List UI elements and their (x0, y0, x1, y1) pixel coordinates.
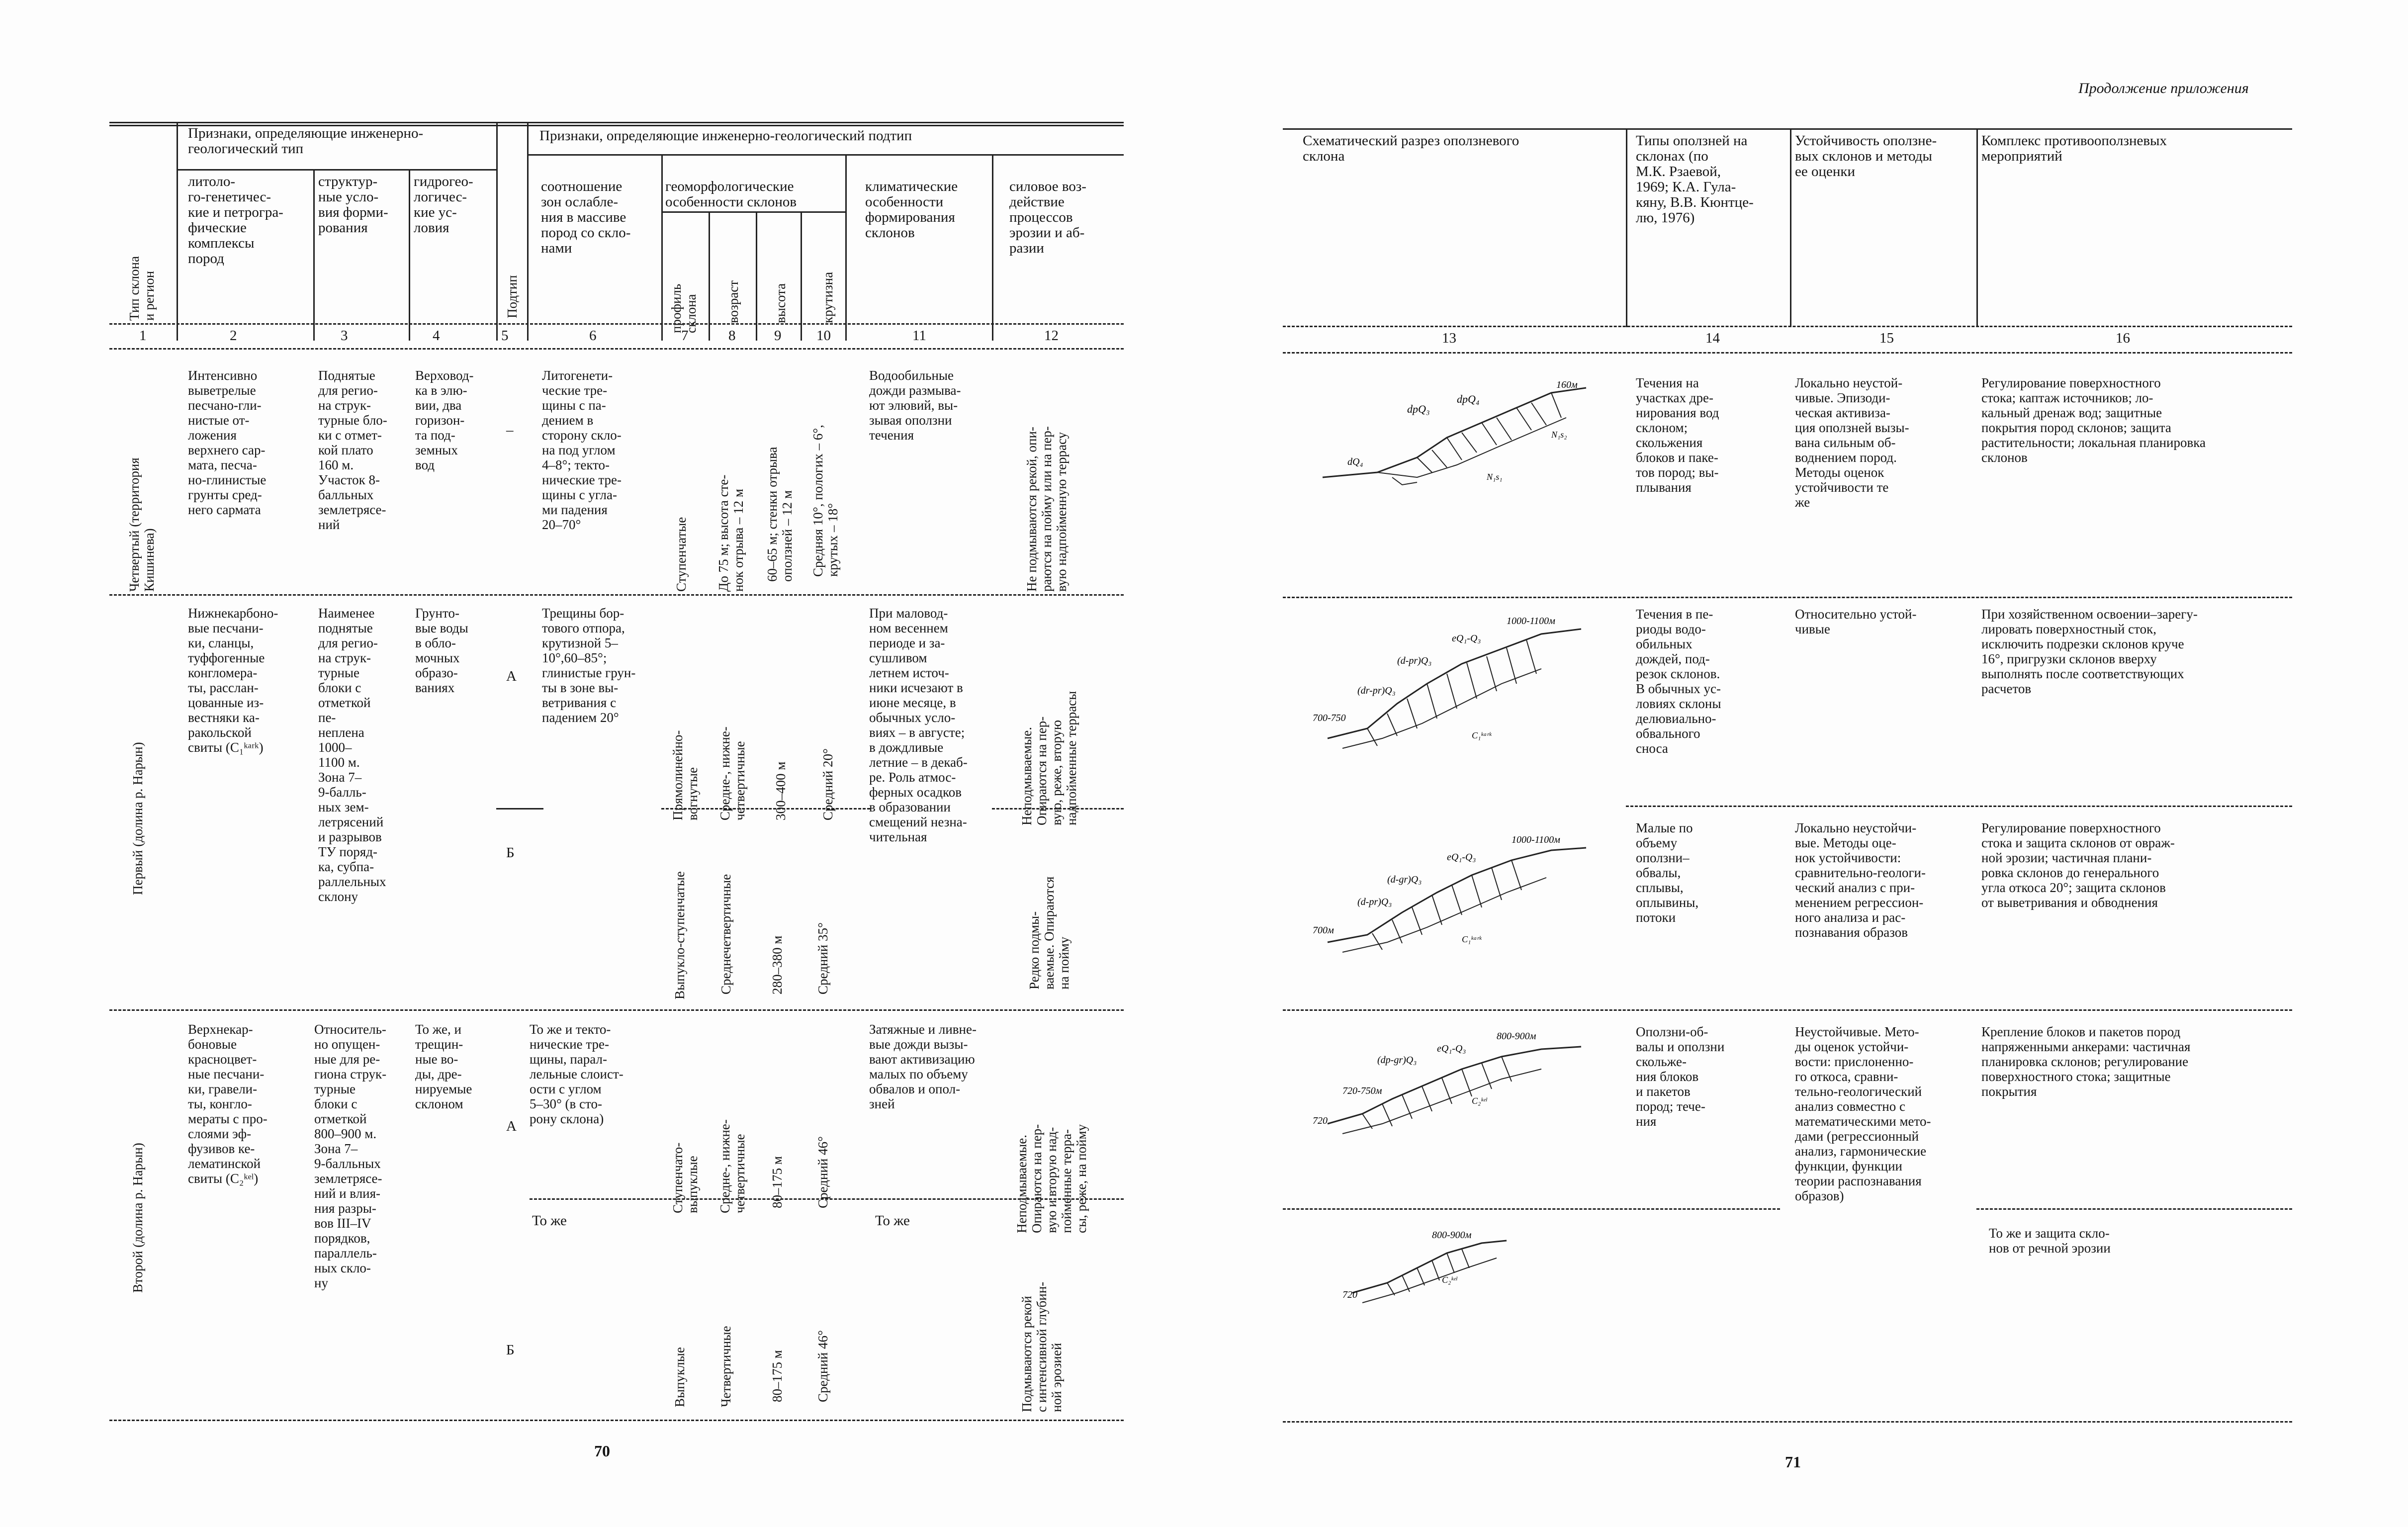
cell-weak-zones: То же (532, 1213, 567, 1229)
cell-height: 300–400 м (773, 761, 788, 820)
cell-height: 80–175 м (770, 1156, 785, 1208)
cell-climate: При маловод- ном весеннем периоде и за- сушливом летнем источ- ники исчезают в июне месяце, в обычных усло- виях – в августе; в дождливые летние – в декаб- ре. Роль атмос- ферных осадков в образовании смещений незна- чительная (869, 606, 968, 844)
header-col12: силовое воз- действие процессов эрозии и аб- разии (1009, 179, 1086, 256)
cell-height: 80–175 м (770, 1350, 785, 1402)
cell-height: 60–65 м; стенки отрыва оползней – 12 м (765, 447, 795, 582)
sketch-label: dpQ₃ (1407, 403, 1430, 415)
sketch-label: N₁s₁ (1487, 472, 1503, 482)
col-number: 12 (1044, 328, 1059, 344)
sketch-label: eQ₁-Q₃ (1447, 852, 1476, 863)
header-rule (109, 323, 1124, 325)
sketch-label: 800-900м (1432, 1230, 1472, 1241)
sketch-label: 700м (1313, 925, 1334, 936)
sketch-label: (d-pr)Q₃ (1397, 655, 1432, 666)
header-divider (409, 171, 410, 341)
col-number: 13 (1442, 330, 1456, 346)
row-separator (1283, 1009, 2292, 1011)
cell-age: Среднечетвертичные (718, 874, 733, 994)
page-number: 70 (594, 1442, 610, 1460)
sketch-label: 1000-1100м (1512, 834, 1560, 845)
cell-measures: Крепление блоков и пакетов пород напряженными анкерами: частичная планировка склонов; регулирование поверхностного стока; защитные покрытия (1981, 1024, 2191, 1099)
col-number: 2 (230, 328, 237, 344)
cell-measures: При хозяйственном освоении–зарегу- лировать поверхностный сток, исключить подрезки склонов круче 16°, пригрузки склонов вверху выполнять после соответствующих расчетов (1981, 607, 2198, 696)
cell-stability: Локально неустой- чивые. Эпизоди- ческая активиза- ция оползней вызы- вана сильным об- воднением пород. Методы оценок устойчивости те же (1795, 375, 1909, 510)
cell-climate: Водообильные дожди размыва- ют элювий, вы- зывая оползни течения (869, 368, 961, 443)
cell-structure: Относитель- но опущен- ные для ре- гиона струк- турные блоки с отметкой 800–900 м. Зона 7– 9-балльных землетрясе- ний и влия- ния разры- вов III–IV порядков, параллель- ных скло- ну (314, 1022, 387, 1290)
header-divider (527, 123, 529, 341)
geo-underline (661, 211, 845, 213)
header-geo: геоморфологические особенности склонов (665, 179, 797, 210)
col-number: 3 (341, 328, 348, 344)
col-number: 16 (2116, 330, 2130, 346)
cell-hydro: Грунто- вые воды в обло- мочных образо- ваниях (415, 606, 468, 695)
sketch-label: C₁ᵏᵃʳᵏ (1462, 934, 1482, 944)
cell-landslide-types: Течения на участках дре- нирования вод склоном; скольжения блоков и паке- тов пород; вы- плывания (1636, 375, 1719, 495)
cell-hydro: Верховод- ка в элю- вии, два горизон- та под- земных вод (415, 368, 474, 472)
header-divider (709, 213, 710, 341)
header-col3: структур- ные усло- вия форми- рования (318, 174, 388, 236)
header-col8: возраст (726, 280, 741, 323)
sketch-label: 700-750 (1313, 713, 1346, 723)
subtype-divider (661, 808, 870, 809)
cell-steepness: Средний 20° (820, 748, 835, 820)
sketch-label: C₂ᵏᵉˡ (1442, 1275, 1457, 1285)
col-number: 11 (912, 328, 926, 344)
subtype-divider (992, 808, 1124, 809)
sketch-label: 720 (1342, 1289, 1357, 1300)
header-divider (1626, 128, 1627, 327)
header-col14: Типы оползней на склонах (по М.К. Рзаевой, 1969; К.А. Гула- кяну, В.В. Кюнтце- лю, 1976) (1636, 133, 1754, 226)
sketch-label: 160м (1556, 379, 1578, 390)
header-col16: Комплекс противооползневых мероприятий (1981, 133, 2167, 164)
cell-steepness: Средний 46° (815, 1136, 830, 1208)
sketch-label: 1000-1100м (1507, 616, 1555, 627)
sketch-label: 720-750м (1342, 1085, 1382, 1096)
subtype-a: А (506, 668, 517, 684)
header-col10: крутизна (820, 271, 835, 323)
table-bottom-rule (109, 1420, 1124, 1421)
cell-structure: Поднятые для регио- на струк- турные бло- ки с отмет- кой плато 160 м. Участок 8- балльных землетрясе- ний (318, 368, 387, 532)
cell-erosion: Не подмываются рекой, опи- раются на пойму или на пер- вую надпойменную террасу (1024, 426, 1069, 592)
row-separator (1976, 1208, 2292, 1210)
cell-profile: Ступенчато- выпуклые (670, 1142, 700, 1213)
cell-hydro: То же, и трещин- ные во- ды, дре- нируемые склоном (415, 1022, 472, 1111)
sketch-label: eQ₁-Q₃ (1437, 1043, 1466, 1054)
cell-age: Средне-, нижне- четвертичные (717, 726, 747, 820)
cell-weak-zones: Трещины бор- тового отпора, крутизной 5– 10°,60–85°; глинистые грун- ты в зоне вы- ветривания с падением 20° (542, 606, 636, 725)
header-col13: Схематический разрез оползневого склона (1303, 133, 1519, 164)
page-number: 71 (1785, 1453, 1801, 1471)
header-col4: гидрогео- логичес- кие ус- ловия (414, 174, 473, 236)
col-number: 7 (681, 328, 689, 344)
cell-profile: Ступенчатые (674, 517, 689, 592)
header-divider (992, 156, 993, 341)
sketch-label: C₁ᵏᵃʳᵏ (1472, 730, 1492, 740)
row-separator (1626, 806, 2292, 807)
row-separator (109, 1009, 1124, 1011)
cell-structure: Наименее поднятые для регио- на струк- турные блоки с отметкой пе- неплена 1000– 1100 м. Зона 7– 9-балль- ных зем- летрясений и разрывов ТУ поряд- ка, субпа- раллельных склону (318, 606, 386, 904)
header-divider (801, 213, 802, 341)
header-col9: высота (773, 283, 788, 323)
header-divider (313, 171, 315, 341)
sketch-label: C₂ᵏᵉˡ (1472, 1096, 1487, 1106)
header-divider (756, 213, 757, 341)
header-divider (177, 123, 178, 341)
cell-measures: Регулирование поверхностного стока и защита склонов от овраж- ной эрозии; частичная плани- ровка склонов до генерального угла откоса 20°; защита склонов от выветривания и обводнения (1981, 820, 2175, 910)
landslide-section-sketch (1318, 378, 1596, 497)
cell-weak-zones: То же и текто- нические тре- щины, парал- лельные слоист- ости с углом 5–30° (в сто- рону склона) (530, 1022, 624, 1126)
col-number: 14 (1705, 330, 1720, 346)
header-col15: Устойчивость оползне- вых склонов и методы ее оценки (1795, 133, 1937, 180)
sketch-label: dpQ₄ (1457, 393, 1480, 405)
landslide-section-sketch (1313, 609, 1591, 758)
cell-landslide-types: Течения в пе- риоды водо- обильных дождей, под- резок склонов. В обычных ус- ловиях склоны делювиально- обвального сноса (1636, 607, 1721, 756)
row-separator (1283, 597, 2292, 598)
col-number: 5 (501, 328, 509, 344)
landslide-section-sketch (1313, 1029, 1591, 1144)
row-type: Второй (долина р. Нарын) (130, 1143, 145, 1293)
cell-steepness: Средний 46° (815, 1330, 830, 1402)
cell-age: Средне-, нижне- четвертичные (717, 1119, 747, 1213)
cell-landslide-types: Малые по объему оползни– обвалы, сплывы, оплывины, потоки (1636, 820, 1699, 925)
col-number: 1 (139, 328, 147, 344)
row-separator (1283, 1208, 1780, 1210)
cell-steepness: Средний 35° (815, 922, 830, 994)
col-number: 6 (589, 328, 597, 344)
cell-erosion: Неподмываемые. Опираются на пер- вую, реже, вторую надпойменные террасы (1019, 691, 1079, 825)
subtype-a: А (506, 1118, 517, 1134)
header-divider (661, 156, 663, 341)
cell-climate: То же (875, 1213, 910, 1229)
table-top-rule (109, 122, 1124, 123)
cell-erosion: Подмываются рекой с интенсивной глубин- ной эрозией (1019, 1281, 1064, 1412)
cell-subtype: – (506, 422, 514, 438)
landslide-section-sketch (1342, 1223, 1512, 1313)
cell-lithology: Интенсивно выветрелые песчано-гли- нистые от- ложения верхнего сар- мата, песча- но-глинистые грунты сред- него сармата (188, 368, 267, 517)
cell-lithology: Нижнекарбоно- вые песчани- ки, сланцы, туффогенные конгломера- ты, расслан- цованные из- вестняки ка- ракольской свиты (C₁ᵏᵃʳᵏ) (188, 606, 278, 755)
cell-profile: Прямолинейно- вогнутые (670, 730, 700, 820)
subtype-b: Б (506, 845, 515, 861)
col-number: 4 (433, 328, 440, 344)
sketch-label: 800-900м (1497, 1031, 1536, 1042)
cell-stability: Локально неустойчи- вые. Методы оце- нок устойчивости: сравнительно-геологи- ческий анализ с при- менением регрессион- ного анализа и рас- познавания образов (1795, 820, 1926, 940)
subtype-divider (530, 1198, 1124, 1200)
sketch-label: (dp-gr)Q₃ (1377, 1055, 1417, 1066)
cell-measures: Регулирование поверхностного стока; каптаж источников; ло- кальный дренаж вод; защитные покрытия пород склонов; защита растительности; локальная планировка склонов (1981, 375, 2206, 465)
row-type: Первый (долина р. Нарын) (130, 742, 145, 895)
sketch-label: (dr-pr)Q₃ (1357, 685, 1396, 696)
col-number: 15 (1879, 330, 1894, 346)
header-divider (496, 123, 498, 341)
cell-stability: Неустойчивые. Мето- ды оценок устойчи- вости: прислоненно- го откоса, сравни- тельно-геологический анализ совместно с математическими мето- дами (регрессионный анализ, гармонические функции, функции теории распознавания образов) (1795, 1024, 1931, 1203)
cell-erosion: Неподмываемые. Опираются на пер- вую и вторую над- пойменные терра- сы, реже, на пойму (1014, 1124, 1089, 1233)
header-rule (1283, 326, 2292, 327)
table-top-rule (1283, 128, 2292, 130)
subtype-b: Б (506, 1342, 515, 1358)
numbers-rule (1283, 352, 2292, 354)
col-number: 9 (774, 328, 782, 344)
group1-underline (177, 169, 496, 171)
group2-underline (527, 154, 1124, 156)
header-col2: литоло- го-генетичес- кие и петрогра- фические комплексы пород (188, 174, 283, 267)
header-type-region: Тип склона и регион (127, 256, 157, 321)
cell-measures: То же и защита скло- нов от речной эрозии (1989, 1226, 2111, 1256)
col-number: 10 (816, 328, 831, 344)
header-divider (845, 156, 847, 341)
landslide-section-sketch (1313, 828, 1591, 962)
subtype-divider (496, 808, 543, 809)
col-number: 8 (728, 328, 736, 344)
cell-height: 280–380 м (770, 935, 785, 994)
cell-profile: Выпукло-ступенчатые (672, 871, 687, 999)
numbers-rule (109, 348, 1124, 350)
sketch-label: (d-gr)Q₃ (1387, 874, 1422, 885)
cell-landslide-types: Оползни-об- валы и оползни скольже- ния блоков и пакетов пород; тече- ния (1636, 1024, 1725, 1129)
sketch-label: dQ₄ (1347, 456, 1363, 467)
header-subtype: Подтип (505, 275, 520, 318)
header-col11: климатические особенности формирования склонов (865, 179, 958, 241)
cell-stability: Относительно устой- чивые (1795, 607, 1917, 636)
cell-erosion: Редко подмы- ваемые. Опираются на пойму (1027, 876, 1071, 989)
cell-steepness: Средняя 10°, пологих – 6°, крутых – 18° (810, 425, 840, 577)
sketch-label: (d-pr)Q₃ (1357, 897, 1392, 907)
header-col6: соотношение зон ослабле- ния в массиве пород со скло- нами (541, 179, 631, 256)
sketch-label: N₁s₂ (1551, 430, 1567, 440)
header-divider (1790, 128, 1791, 327)
running-head: Продолжение приложения (2078, 80, 2249, 96)
header-group2: Признаки, определяющие инженерно-геологический подтип (539, 128, 912, 144)
cell-profile: Выпуклые (672, 1347, 687, 1407)
sketch-label: eQ₁-Q₃ (1452, 633, 1481, 644)
cell-age: Четвертичные (718, 1326, 733, 1407)
header-group1: Признаки, определяющие инженерно- геологический тип (188, 125, 424, 157)
cell-weak-zones: Литогенети- ческие тре- щины с па- дением в сторону скло- на под углом 4–8°; текто- нические тре- щины с угла- ми падения 20–70° (542, 368, 622, 532)
header-col7: профиль склона (669, 283, 699, 333)
row-type: Четвертый (территория Кишинева) (127, 457, 157, 592)
table-bottom-rule (1283, 1421, 2292, 1423)
cell-lithology: Верхнекар- боновые красноцвет- ные песчани- ки, гравели- ты, конгло- мераты с про- слоями эф- фузивов ке- лематинской свиты (C₂ᵏᵉˡ) (188, 1022, 268, 1186)
header-divider (1976, 128, 1978, 327)
row-separator (109, 594, 1124, 596)
sketch-label: 720 (1313, 1115, 1328, 1126)
cell-climate: Затяжные и ливне- вые дожди вызы- вают активизацию малых по объему обвалов и опол- зней (869, 1022, 977, 1111)
cell-age: До 75 м; высота сте- нок отрыва – 12 м (716, 474, 746, 592)
